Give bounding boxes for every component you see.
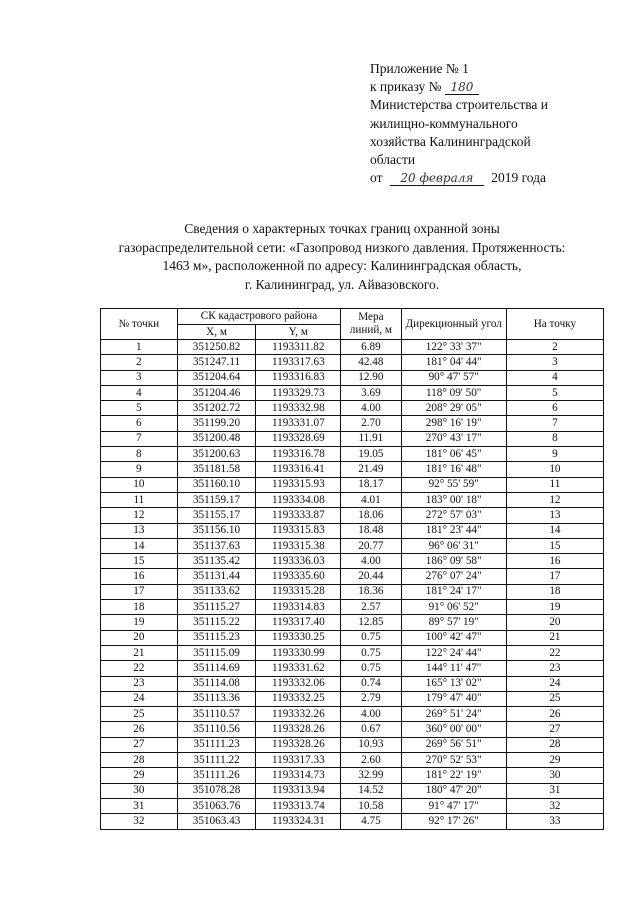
cell-length: 4.00 (341, 554, 401, 569)
table-row (101, 661, 604, 676)
cell-y: 1193313.74 (256, 798, 341, 813)
cell-x: 351199.20 (177, 416, 256, 431)
cell-x: 351063.43 (177, 814, 256, 829)
cell-x: 351137.63 (177, 538, 256, 553)
cell-length: 0.67 (341, 722, 401, 737)
cell-angle: 179° 47' 40" (401, 691, 506, 706)
cell-length: 2.79 (341, 691, 401, 706)
cell-to-point: 21 (506, 630, 603, 645)
cell-x: 351111.22 (177, 753, 256, 768)
cell-to-point: 11 (506, 477, 603, 492)
order-line (370, 78, 620, 96)
cell-angle: 118° 09' 50" (401, 385, 506, 400)
header-point-number: № точки (101, 309, 178, 340)
cell-length: 12.90 (341, 370, 401, 385)
cell-to-point: 18 (506, 584, 603, 599)
header-sk: СК кадастрового района (177, 309, 341, 325)
cell-angle: 100° 42' 47" (401, 630, 506, 645)
cell-point: 3 (101, 370, 178, 385)
cell-x: 351078.28 (177, 783, 256, 798)
cell-point: 19 (101, 615, 178, 630)
cell-point: 18 (101, 600, 178, 615)
cell-y: 1193332.26 (256, 707, 341, 722)
cell-x: 351110.57 (177, 707, 256, 722)
order-prefix: к приказу № (370, 79, 442, 95)
cell-to-point: 5 (506, 385, 603, 400)
cell-point: 8 (101, 447, 178, 462)
cell-point: 6 (101, 416, 178, 431)
cell-y: 1193316.41 (256, 462, 341, 477)
cell-y: 1193313.94 (256, 783, 341, 798)
table-row (101, 753, 604, 768)
cell-angle: 272° 57' 03" (401, 508, 506, 523)
cell-point: 7 (101, 431, 178, 446)
cell-y: 1193316.78 (256, 447, 341, 462)
cell-angle: 181° 22' 19" (401, 768, 506, 783)
cell-y: 1193317.40 (256, 615, 341, 630)
cell-y: 1193315.93 (256, 477, 341, 492)
cell-angle: 183° 00' 18" (401, 492, 506, 507)
cell-to-point: 2 (506, 340, 603, 355)
cell-length: 32.99 (341, 768, 401, 783)
cell-to-point: 7 (506, 416, 603, 431)
cell-point: 30 (101, 783, 178, 798)
cell-x: 351135.42 (177, 554, 256, 569)
cell-angle: 360° 00' 00" (401, 722, 506, 737)
document-title (80, 220, 604, 294)
cell-length: 4.75 (341, 814, 401, 829)
boundary-points-table (100, 308, 604, 830)
cell-length: 14.52 (341, 783, 401, 798)
cell-point: 12 (101, 508, 178, 523)
cell-y: 1193334.08 (256, 492, 341, 507)
cell-angle: 92° 55' 59" (401, 477, 506, 492)
cell-length: 2.70 (341, 416, 401, 431)
table-row (101, 722, 604, 737)
cell-length: 18.06 (341, 508, 401, 523)
table-row (101, 600, 604, 615)
cell-length: 18.48 (341, 523, 401, 538)
cell-point: 1 (101, 340, 178, 355)
cell-x: 351115.22 (177, 615, 256, 630)
cell-x: 351115.27 (177, 600, 256, 615)
cell-angle: 91° 47' 17" (401, 798, 506, 813)
cell-x: 351200.48 (177, 431, 256, 446)
cell-to-point: 28 (506, 737, 603, 752)
cell-point: 9 (101, 462, 178, 477)
header-direction-angle: Дирекционный угол (401, 309, 506, 340)
table-row (101, 523, 604, 538)
cell-length: 10.58 (341, 798, 401, 813)
table-row (101, 385, 604, 400)
table-row (101, 676, 604, 691)
ministry-line-3: хозяйства Калининградской (370, 133, 531, 149)
cell-x: 351063.76 (177, 798, 256, 813)
cell-length: 2.60 (341, 753, 401, 768)
cell-y: 1193336.03 (256, 554, 341, 569)
cell-x: 351202.72 (177, 401, 256, 416)
cell-angle: 90° 47' 57" (401, 370, 506, 385)
cell-x: 351204.64 (177, 370, 256, 385)
appendix-title: Приложение № 1 (370, 61, 469, 76)
handwritten-date: 20 февраля (390, 171, 484, 186)
cell-length: 0.75 (341, 645, 401, 660)
cell-x: 351204.46 (177, 385, 256, 400)
cell-x: 351250.82 (177, 340, 256, 355)
cell-x: 351200.63 (177, 447, 256, 462)
cell-length: 10.93 (341, 737, 401, 752)
ministry-line-2: жилищно-коммунального (370, 115, 518, 131)
cell-to-point: 33 (506, 814, 603, 829)
cell-to-point: 27 (506, 722, 603, 737)
handwritten-order-number: 180 (445, 80, 479, 95)
cell-y: 1193330.99 (256, 645, 341, 660)
table-row (101, 707, 604, 722)
table-row (101, 447, 604, 462)
cell-point: 20 (101, 630, 178, 645)
cell-x: 351247.11 (177, 355, 256, 370)
cell-y: 1193332.25 (256, 691, 341, 706)
cell-angle: 181° 04' 44" (401, 355, 506, 370)
cell-to-point: 4 (506, 370, 603, 385)
cell-length: 12.85 (341, 615, 401, 630)
cell-length: 4.00 (341, 707, 401, 722)
header-line-length: Мера линий, м (341, 309, 401, 340)
cell-point: 22 (101, 661, 178, 676)
ministry-line-4: области (370, 152, 416, 168)
cell-point: 2 (101, 355, 178, 370)
table-row (101, 401, 604, 416)
cell-angle: 208° 29' 05" (401, 401, 506, 416)
cell-angle: 270° 43' 17" (401, 431, 506, 446)
cell-point: 11 (101, 492, 178, 507)
title-line-4: г. Калининград, ул. Айвазовского. (244, 276, 440, 292)
cell-x: 351111.26 (177, 768, 256, 783)
ministry-line-1: Министерства строительства и (370, 97, 549, 113)
cell-to-point: 31 (506, 783, 603, 798)
cell-to-point: 16 (506, 554, 603, 569)
cell-angle: 181° 06' 45" (401, 447, 506, 462)
cell-length: 0.75 (341, 661, 401, 676)
title-line-3: 1463 м», расположенной по адресу: Калининградская область, (162, 258, 522, 273)
header-y: Y, м (256, 325, 341, 340)
cell-point: 28 (101, 753, 178, 768)
cell-to-point: 26 (506, 707, 603, 722)
table-row (101, 737, 604, 752)
cell-to-point: 13 (506, 508, 603, 523)
cell-x: 351131.44 (177, 569, 256, 584)
cell-point: 27 (101, 737, 178, 752)
date-suffix: 2019 года (491, 170, 547, 186)
cell-x: 351114.69 (177, 661, 256, 676)
cell-angle: 180° 47' 20" (401, 783, 506, 798)
cell-point: 23 (101, 676, 178, 691)
cell-y: 1193333.87 (256, 508, 341, 523)
cell-y: 1193332.98 (256, 401, 341, 416)
cell-angle: 269° 51' 24" (401, 707, 506, 722)
cell-to-point: 14 (506, 523, 603, 538)
title-line-1: Сведения о характерных точках границ охранной зоны (184, 221, 500, 236)
cell-length: 6.89 (341, 340, 401, 355)
cell-length: 20.77 (341, 538, 401, 553)
cell-y: 1193317.33 (256, 753, 341, 768)
cell-x: 351133.62 (177, 584, 256, 599)
cell-point: 24 (101, 691, 178, 706)
table-row (101, 798, 604, 813)
cell-angle: 298° 16' 19" (401, 416, 506, 431)
cell-y: 1193316.83 (256, 370, 341, 385)
cell-to-point: 30 (506, 768, 603, 783)
cell-to-point: 22 (506, 645, 603, 660)
cell-angle: 144° 11' 47" (401, 661, 506, 676)
cell-angle: 186° 09' 58" (401, 554, 506, 569)
cell-y: 1193314.73 (256, 768, 341, 783)
title-line-2: газораспределительной сети: «Газопровод низкого давления. Протяженность: (118, 239, 566, 255)
cell-x: 351159.17 (177, 492, 256, 507)
cell-y: 1193315.83 (256, 523, 341, 538)
cell-length: 4.01 (341, 492, 401, 507)
cell-length: 18.17 (341, 477, 401, 492)
cell-length: 0.75 (341, 630, 401, 645)
table-row (101, 645, 604, 660)
cell-x: 351113.36 (177, 691, 256, 706)
cell-to-point: 15 (506, 538, 603, 553)
cell-point: 5 (101, 401, 178, 416)
table-body (101, 340, 604, 830)
header-to-point: На точку (506, 309, 603, 340)
cell-point: 10 (101, 477, 178, 492)
cell-angle: 181° 24' 17" (401, 584, 506, 599)
cell-length: 20.44 (341, 569, 401, 584)
cell-to-point: 24 (506, 676, 603, 691)
cell-angle: 91° 06' 52" (401, 600, 506, 615)
cell-to-point: 10 (506, 462, 603, 477)
cell-angle: 89° 57' 19" (401, 615, 506, 630)
table-row (101, 370, 604, 385)
cell-y: 1193324.31 (256, 814, 341, 829)
table-row (101, 508, 604, 523)
cell-to-point: 6 (506, 401, 603, 416)
table-row (101, 691, 604, 706)
cell-point: 21 (101, 645, 178, 660)
cell-y: 1193331.62 (256, 661, 341, 676)
table-row (101, 615, 604, 630)
cell-x: 351181.58 (177, 462, 256, 477)
table-row (101, 355, 604, 370)
cell-length: 4.00 (341, 401, 401, 416)
date-prefix: от (370, 170, 383, 186)
cell-to-point: 29 (506, 753, 603, 768)
table-row (101, 416, 604, 431)
cell-length: 2.57 (341, 600, 401, 615)
table-row (101, 462, 604, 477)
cell-length: 19.05 (341, 447, 401, 462)
cell-y: 1193314.83 (256, 600, 341, 615)
table-row (101, 431, 604, 446)
table-row (101, 783, 604, 798)
table-row (101, 538, 604, 553)
cell-to-point: 17 (506, 569, 603, 584)
cell-length: 18.36 (341, 584, 401, 599)
cell-point: 31 (101, 798, 178, 813)
cell-point: 16 (101, 569, 178, 584)
cell-point: 4 (101, 385, 178, 400)
cell-length: 11.91 (341, 431, 401, 446)
cell-point: 26 (101, 722, 178, 737)
cell-to-point: 25 (506, 691, 603, 706)
cell-x: 351114.08 (177, 676, 256, 691)
cell-to-point: 3 (506, 355, 603, 370)
cell-x: 351160.10 (177, 477, 256, 492)
table-row (101, 814, 604, 829)
cell-to-point: 20 (506, 615, 603, 630)
cell-length: 42.48 (341, 355, 401, 370)
cell-y: 1193311.82 (256, 340, 341, 355)
table-row (101, 340, 604, 355)
cell-y: 1193328.26 (256, 722, 341, 737)
cell-angle: 276° 07' 24" (401, 569, 506, 584)
cell-y: 1193317.63 (256, 355, 341, 370)
cell-angle: 96° 06' 31" (401, 538, 506, 553)
cell-point: 25 (101, 707, 178, 722)
cell-y: 1193328.69 (256, 431, 341, 446)
cell-y: 1193332.06 (256, 676, 341, 691)
cell-point: 15 (101, 554, 178, 569)
cell-angle: 122° 24' 44" (401, 645, 506, 660)
cell-to-point: 9 (506, 447, 603, 462)
cell-y: 1193329.73 (256, 385, 341, 400)
cell-y: 1193328.26 (256, 737, 341, 752)
table-row (101, 768, 604, 783)
cell-x: 351111.23 (177, 737, 256, 752)
cell-angle: 269° 56' 51" (401, 737, 506, 752)
cell-length: 21.49 (341, 462, 401, 477)
cell-to-point: 32 (506, 798, 603, 813)
cell-y: 1193315.38 (256, 538, 341, 553)
appendix-block (370, 60, 620, 187)
table-row (101, 477, 604, 492)
table-row (101, 569, 604, 584)
cell-to-point: 12 (506, 492, 603, 507)
date-line (370, 169, 620, 187)
cell-x: 351115.09 (177, 645, 256, 660)
cell-angle: 92° 17' 26" (401, 814, 506, 829)
cell-point: 14 (101, 538, 178, 553)
cell-y: 1193315.28 (256, 584, 341, 599)
cell-x: 351115.23 (177, 630, 256, 645)
cell-angle: 270° 52' 53" (401, 753, 506, 768)
cell-to-point: 8 (506, 431, 603, 446)
cell-angle: 122° 33' 37" (401, 340, 506, 355)
cell-y: 1193331.07 (256, 416, 341, 431)
cell-y: 1193335.60 (256, 569, 341, 584)
table-row (101, 584, 604, 599)
cell-to-point: 19 (506, 600, 603, 615)
table-row (101, 630, 604, 645)
cell-point: 13 (101, 523, 178, 538)
cell-y: 1193330.25 (256, 630, 341, 645)
cell-point: 32 (101, 814, 178, 829)
table-row (101, 554, 604, 569)
cell-x: 351155.17 (177, 508, 256, 523)
cell-length: 0.74 (341, 676, 401, 691)
cell-x: 351156.10 (177, 523, 256, 538)
cell-angle: 181° 16' 48" (401, 462, 506, 477)
cell-to-point: 23 (506, 661, 603, 676)
table-row (101, 492, 604, 507)
cell-angle: 181° 23' 44" (401, 523, 506, 538)
cell-length: 3.69 (341, 385, 401, 400)
cell-point: 29 (101, 768, 178, 783)
cell-angle: 165° 13' 02" (401, 676, 506, 691)
header-x: X, м (177, 325, 256, 340)
cell-point: 17 (101, 584, 178, 599)
cell-x: 351110.56 (177, 722, 256, 737)
